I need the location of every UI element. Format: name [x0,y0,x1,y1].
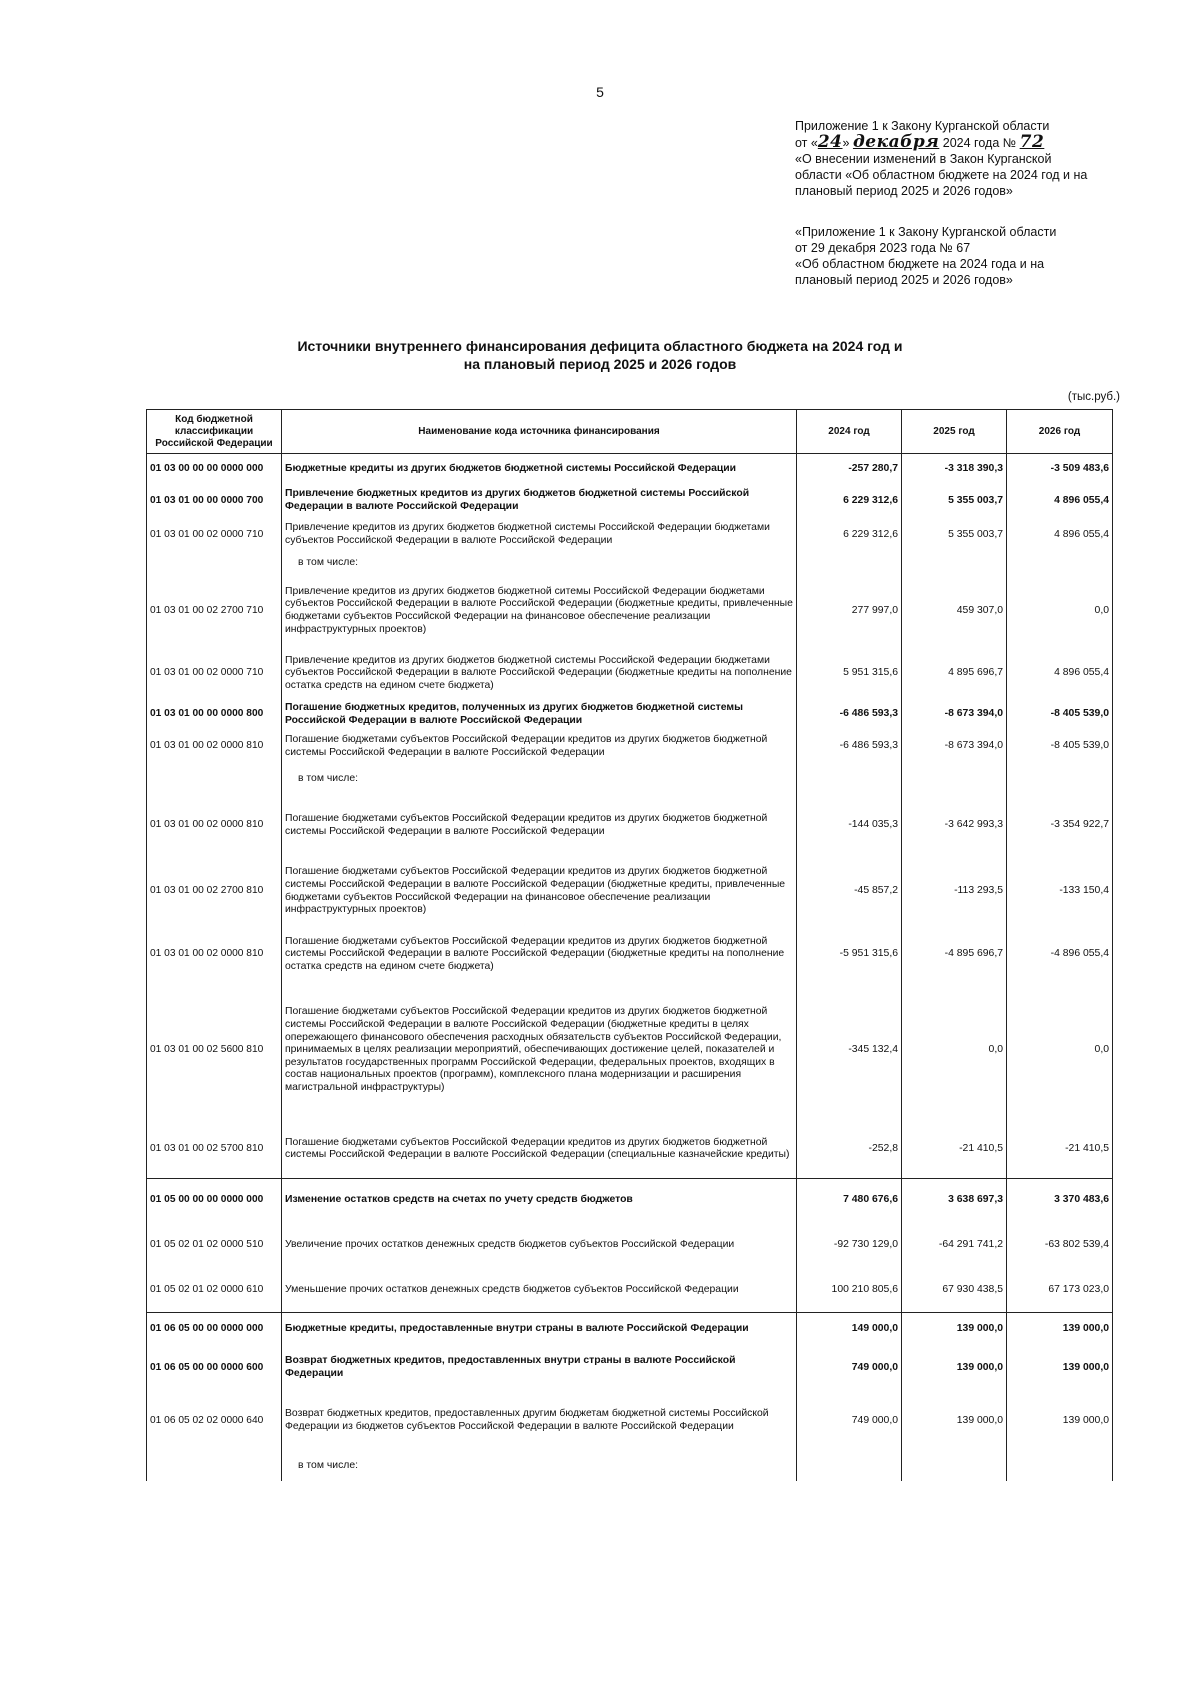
table-row [147,797,1113,855]
cell-2025: -64 291 741,2 [902,1222,1007,1269]
cell-2025: 67 930 438,5 [902,1269,1007,1313]
table-row [147,1269,1113,1313]
cell-name: Бюджетные кредиты из других бюджетов бюджетной системы Российской Федерации [282,454,797,486]
cell-2024: 277 997,0 [797,574,902,649]
cell-name: Погашение бюджетами субъектов Российской Федерации кредитов из других бюджетов бюджетной системы Российской Федерации в валюте Российской Федерации [282,797,797,855]
cell-code: 01 03 01 00 02 2700 810 [147,855,282,929]
cell-2025: 3 638 697,3 [902,1179,1007,1222]
appendix-original [795,224,1125,288]
cell-2025: 139 000,0 [902,1313,1007,1347]
cell-name: в том числе: [282,554,797,574]
cell-2024: 149 000,0 [797,1313,902,1347]
table-row [147,731,1113,763]
document-title [0,337,1200,373]
cell-2024: 100 210 805,6 [797,1269,902,1313]
cell-2026: -63 802 539,4 [1007,1222,1113,1269]
cell-name: Погашение бюджетных кредитов, полученных из других бюджетов бюджетной системы Российской Федерации в валюте Российской Федерации [282,699,797,731]
cell-2026: -4 896 055,4 [1007,929,1113,981]
cell-code: 01 03 01 00 02 0000 810 [147,797,282,855]
cell-2026: 139 000,0 [1007,1347,1113,1390]
cell-name: в том числе: [282,1453,797,1481]
cell-2025: 0,0 [902,981,1007,1121]
header-2025: 2025 год [902,410,1007,454]
cell-2024: -45 857,2 [797,855,902,929]
cell-2026: 4 896 055,4 [1007,517,1113,554]
cell-2025: 459 307,0 [902,574,1007,649]
cell-2025: -113 293,5 [902,855,1007,929]
cell-2026: 67 173 023,0 [1007,1269,1113,1313]
table-row [147,486,1113,517]
cell-name: Привлечение кредитов из других бюджетов бюджетной ситемы Российской Федерации бюджетами субъектов Российской Федерации в валюте Российской Федерации (бюджетные кредиты, привлеченные бюджетами субъектов Российской Федерации на финансовое обеспечение реализации инфраструктурных проектов) [282,574,797,649]
cell-2024 [797,763,902,797]
cell-2024: 6 229 312,6 [797,486,902,517]
cell-2024: 749 000,0 [797,1390,902,1453]
table-row [147,763,1113,797]
cell-2026: 3 370 483,6 [1007,1179,1113,1222]
table-row [147,554,1113,574]
cell-2026: -3 509 483,6 [1007,454,1113,486]
cell-2025: 139 000,0 [902,1390,1007,1453]
cell-2024: -257 280,7 [797,454,902,486]
table-row [147,1453,1113,1481]
cell-2025: -4 895 696,7 [902,929,1007,981]
page-number: 5 [596,84,604,100]
financing-table [146,409,1113,1481]
cell-2026: 0,0 [1007,574,1113,649]
cell-2026 [1007,763,1113,797]
header-name: Наименование кода источника финансирования [282,410,797,454]
table-row [147,1390,1113,1453]
header-code: Код бюджетной классификации Российской Федерации [147,410,282,454]
cell-code: 01 03 01 00 02 0000 710 [147,649,282,699]
cell-name: Привлечение кредитов из других бюджетов бюджетной системы Российской Федерации бюджетами субъектов Российской Федерации в валюте Российской Федерации [282,517,797,554]
cell-2024 [797,1453,902,1481]
cell-2025 [902,763,1007,797]
cell-name: Привлечение бюджетных кредитов из других бюджетов бюджетной системы Российской Федерации в валюте Российской Федерации [282,486,797,517]
table-row [147,1313,1113,1347]
table-row [147,517,1113,554]
cell-name: Уменьшение прочих остатков денежных средств бюджетов субъектов Российской Федерации [282,1269,797,1313]
cell-code: 01 03 01 00 02 5600 810 [147,981,282,1121]
cell-name: Возврат бюджетных кредитов, предоставленных внутри страны в валюте Российской Федерации [282,1347,797,1390]
cell-name: Погашение бюджетами субъектов Российской Федерации кредитов из других бюджетов бюджетной системы Российской Федерации в валюте Российской Федерации (бюджетные кредиты на пополнение остатка средств на едином счете бюджета) [282,929,797,981]
cell-2024: -92 730 129,0 [797,1222,902,1269]
date-prefix: от « [795,136,818,150]
title-line1: Источники внутреннего финансирования дефицита областного бюджета на 2024 год и [297,338,903,354]
table-row [147,1347,1113,1390]
cell-code: 01 03 01 00 02 0000 810 [147,929,282,981]
cell-code [147,554,282,574]
cell-name: Погашение бюджетами субъектов Российской Федерации кредитов из других бюджетов бюджетной системы Российской Федерации в валюте Российской Федерации [282,731,797,763]
cell-2026: 0,0 [1007,981,1113,1121]
cell-code: 01 03 01 00 02 2700 710 [147,574,282,649]
appendix-header-line5: плановый период 2025 и 2026 годов» [795,184,1013,198]
cell-name: в том числе: [282,763,797,797]
cell-2024: -6 486 593,3 [797,699,902,731]
appendix-original-line3: «Об областном бюджете на 2024 года и на [795,257,1045,271]
cell-2026 [1007,1453,1113,1481]
date-suffix: 2024 года № [942,136,1017,150]
table-row [147,929,1113,981]
appendix-original-line2: от 29 декабря 2023 года № 67 [795,241,971,255]
appendix-header-line1: Приложение 1 к Закону Курганской области [795,119,1050,133]
cell-2026: 4 896 055,4 [1007,486,1113,517]
cell-2025: -8 673 394,0 [902,699,1007,731]
cell-2025 [902,554,1007,574]
cell-2026 [1007,554,1113,574]
appendix-header [795,118,1125,199]
cell-2024: -144 035,3 [797,797,902,855]
table-row [147,1222,1113,1269]
cell-name: Погашение бюджетами субъектов Российской Федерации кредитов из других бюджетов бюджетной системы Российской Федерации в валюте Российской Федерации (бюджетные кредиты, привлеченные бюджетами субъектов Российской Федерации на финансовое обеспечение реализации инфраструктурных проектов) [282,855,797,929]
cell-2024: -345 132,4 [797,981,902,1121]
cell-2024: -5 951 315,6 [797,929,902,981]
appendix-original-line1: «Приложение 1 к Закону Курганской области [795,225,1057,239]
cell-name: Бюджетные кредиты, предоставленные внутри страны в валюте Российской Федерации [282,1313,797,1347]
cell-name: Увеличение прочих остатков денежных средств бюджетов субъектов Российской Федерации [282,1222,797,1269]
cell-name: Изменение остатков средств на счетах по учету средств бюджетов [282,1179,797,1222]
cell-code: 01 06 05 00 00 0000 600 [147,1347,282,1390]
handwritten-day: 24 [817,132,843,152]
cell-2025: -3 642 993,3 [902,797,1007,855]
cell-name: Возврат бюджетных кредитов, предоставленных другим бюджетам бюджетной системы Российской Федерации из бюджетов субъектов Российской Федерации в валюте Российской Федерации [282,1390,797,1453]
cell-2025: -3 318 390,3 [902,454,1007,486]
cell-code: 01 03 00 00 00 0000 000 [147,454,282,486]
units-label: (тыс.руб.) [1067,391,1120,403]
cell-2026: -8 405 539,0 [1007,699,1113,731]
table-row [147,1121,1113,1179]
cell-2025: 139 000,0 [902,1347,1007,1390]
cell-2025: 4 895 696,7 [902,649,1007,699]
table-row [147,699,1113,731]
cell-2024: -252,8 [797,1121,902,1179]
cell-code: 01 03 01 00 02 0000 710 [147,517,282,554]
cell-code: 01 05 02 01 02 0000 610 [147,1269,282,1313]
cell-2024: 5 951 315,6 [797,649,902,699]
appendix-original-line4: плановый период 2025 и 2026 годов» [795,273,1013,287]
cell-code: 01 03 01 00 00 0000 700 [147,486,282,517]
table-row [147,1179,1113,1222]
table-row [147,574,1113,649]
cell-code: 01 03 01 00 02 0000 810 [147,731,282,763]
cell-2025: -8 673 394,0 [902,731,1007,763]
cell-2025: -21 410,5 [902,1121,1007,1179]
cell-code [147,1453,282,1481]
cell-2026: -133 150,4 [1007,855,1113,929]
cell-2026: 139 000,0 [1007,1390,1113,1453]
cell-2026: 4 896 055,4 [1007,649,1113,699]
cell-2026: 139 000,0 [1007,1313,1113,1347]
cell-code: 01 05 00 00 00 0000 000 [147,1179,282,1222]
table-row [147,981,1113,1121]
cell-name: Погашение бюджетами субъектов Российской Федерации кредитов из других бюджетов бюджетной системы Российской Федерации в валюте Российской Федерации (бюджетные кредиты в целях опережающего финансового обеспечения расходных обязательств субъектов Российской Федерации, принимаемых в целях реализации мероприятий, обеспечивающих достижение целей, показателей и результатов государственных программ Российской Федерации, федеральных проектов, входящих в состав национальных проектов (программ), комплексного плана модернизации и расширения магистральной инфраструктуры) [282,981,797,1121]
cell-name: Погашение бюджетами субъектов Российской Федерации кредитов из других бюджетов бюджетной системы Российской Федерации в валюте Российской Федерации (специальные казначейские кредиты) [282,1121,797,1179]
cell-code [147,763,282,797]
title-line2: на плановый период 2025 и 2026 годов [463,356,737,372]
cell-code: 01 05 02 01 02 0000 510 [147,1222,282,1269]
cell-2026: -3 354 922,7 [1007,797,1113,855]
handwritten-number: 72 [1019,132,1045,152]
cell-code: 01 03 01 00 00 0000 800 [147,699,282,731]
cell-2025: 5 355 003,7 [902,486,1007,517]
header-2024: 2024 год [797,410,902,454]
appendix-header-line3: «О внесении изменений в Закон Курганской [795,152,1052,166]
appendix-header-line4: области «Об областном бюджете на 2024 год и на [795,168,1088,182]
cell-name: Привлечение кредитов из других бюджетов бюджетной системы Российской Федерации бюджетами субъектов Российской Федерации в валюте Российской Федерации (бюджетные кредиты на пополнение остатка средств на едином счете бюджета) [282,649,797,699]
cell-2024: 749 000,0 [797,1347,902,1390]
cell-2024: -6 486 593,3 [797,731,902,763]
cell-2025 [902,1453,1007,1481]
header-2026: 2026 год [1007,410,1113,454]
cell-2026: -8 405 539,0 [1007,731,1113,763]
cell-2025: 5 355 003,7 [902,517,1007,554]
cell-2024: 6 229 312,6 [797,517,902,554]
cell-code: 01 06 05 00 00 0000 000 [147,1313,282,1347]
table-header-row [147,410,1113,454]
cell-code: 01 06 05 02 02 0000 640 [147,1390,282,1453]
date-mid: » [842,136,850,150]
table-row [147,855,1113,929]
cell-code: 01 03 01 00 02 5700 810 [147,1121,282,1179]
cell-2026: -21 410,5 [1007,1121,1113,1179]
cell-2024: 7 480 676,6 [797,1179,902,1222]
table-row [147,454,1113,486]
cell-2024 [797,554,902,574]
handwritten-month: декабря [852,132,940,152]
appendix-header-date-line [795,134,1125,151]
table-row [147,649,1113,699]
